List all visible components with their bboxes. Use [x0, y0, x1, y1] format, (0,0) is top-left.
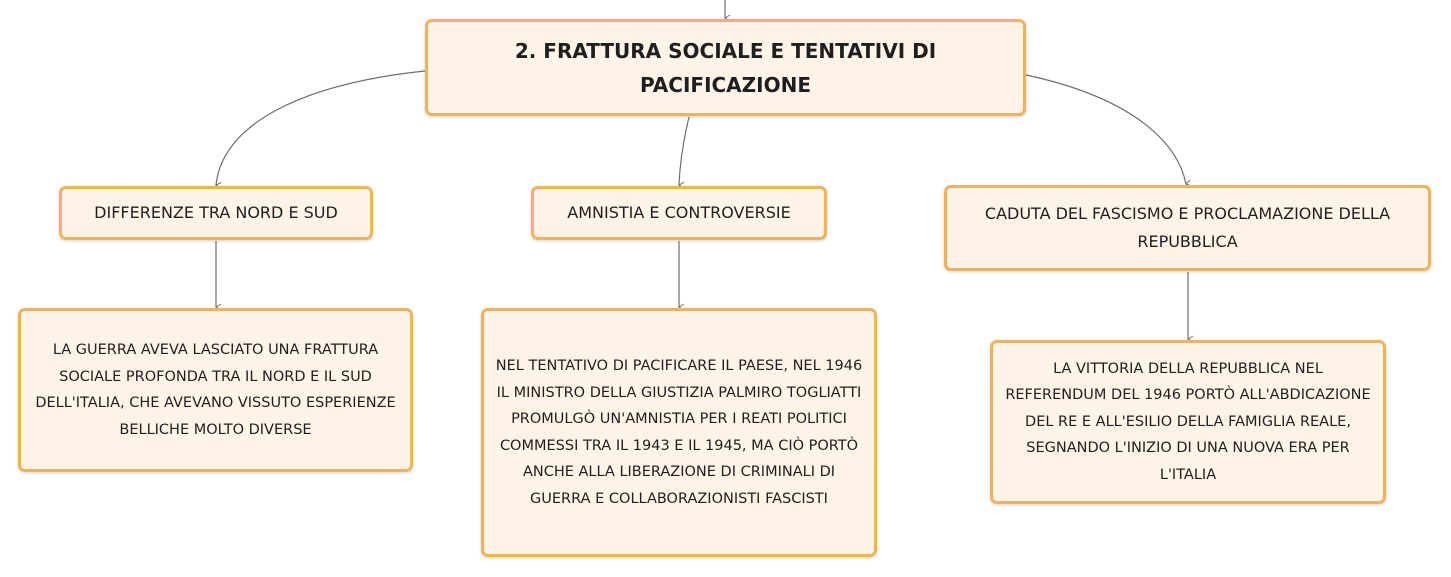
detail-node-repubblica[interactable] [990, 340, 1386, 504]
central-topic-label: 2. FRATTURA SOCIALE E TENTATIVI DI PACIFICAZIONE [514, 38, 937, 97]
connector-root-to-topic-2 [679, 117, 689, 185]
topic-node-amnistia[interactable] [531, 186, 827, 240]
detail-text: NEL TENTATIVO DI PACIFICARE IL PAESE, NEL 1946 IL MINISTRO DELLA GIUSTIZIA PALMIRO TOGLIATTI PROMULGÒ UN'AMNISTIA PER I REATI POLITICI COMMESSI TRA IL 1943 E IL 1945, MA CIÒ PORTÒ ANCHE ALLA LIBERAZIONE DI CRIMINALI DI GUERRA E COLLABORAZIONISTI FASCISTI [495, 358, 863, 507]
topic-label: AMNISTIA E CONTROVERSIE [567, 203, 791, 222]
detail-text: LA VITTORIA DELLA REPUBBLICA NEL REFERENDUM DEL 1946 PORTÒ ALL'ABDICAZIONE DEL RE E ALL'ESILIO DELLA FAMIGLIA REALE, SEGNANDO L'INIZIO DI UNA NUOVA ERA PER L'ITALIA [1005, 360, 1371, 483]
topic-label: DIFFERENZE TRA NORD E SUD [94, 203, 338, 222]
topic-node-repubblica[interactable] [944, 185, 1431, 271]
connector-root-to-topic-1 [216, 71, 425, 185]
central-topic-node[interactable] [425, 19, 1026, 116]
detail-node-nord-sud[interactable] [18, 308, 413, 472]
topic-label: CADUTA DEL FASCISMO E PROCLAMAZIONE DELLA REPUBBLICA [984, 204, 1391, 251]
detail-node-amnistia[interactable] [481, 308, 877, 557]
detail-text: LA GUERRA AVEVA LASCIATO UNA FRATTURA SOCIALE PROFONDA TRA IL NORD E IL SUD DELL'ITALIA, CHE AVEVANO VISSUTO ESPERIENZE BELLICHE MOLTO DIVERSE [35, 342, 396, 438]
topic-node-nord-sud[interactable] [59, 186, 373, 240]
connector-root-to-topic-3 [1026, 75, 1186, 184]
